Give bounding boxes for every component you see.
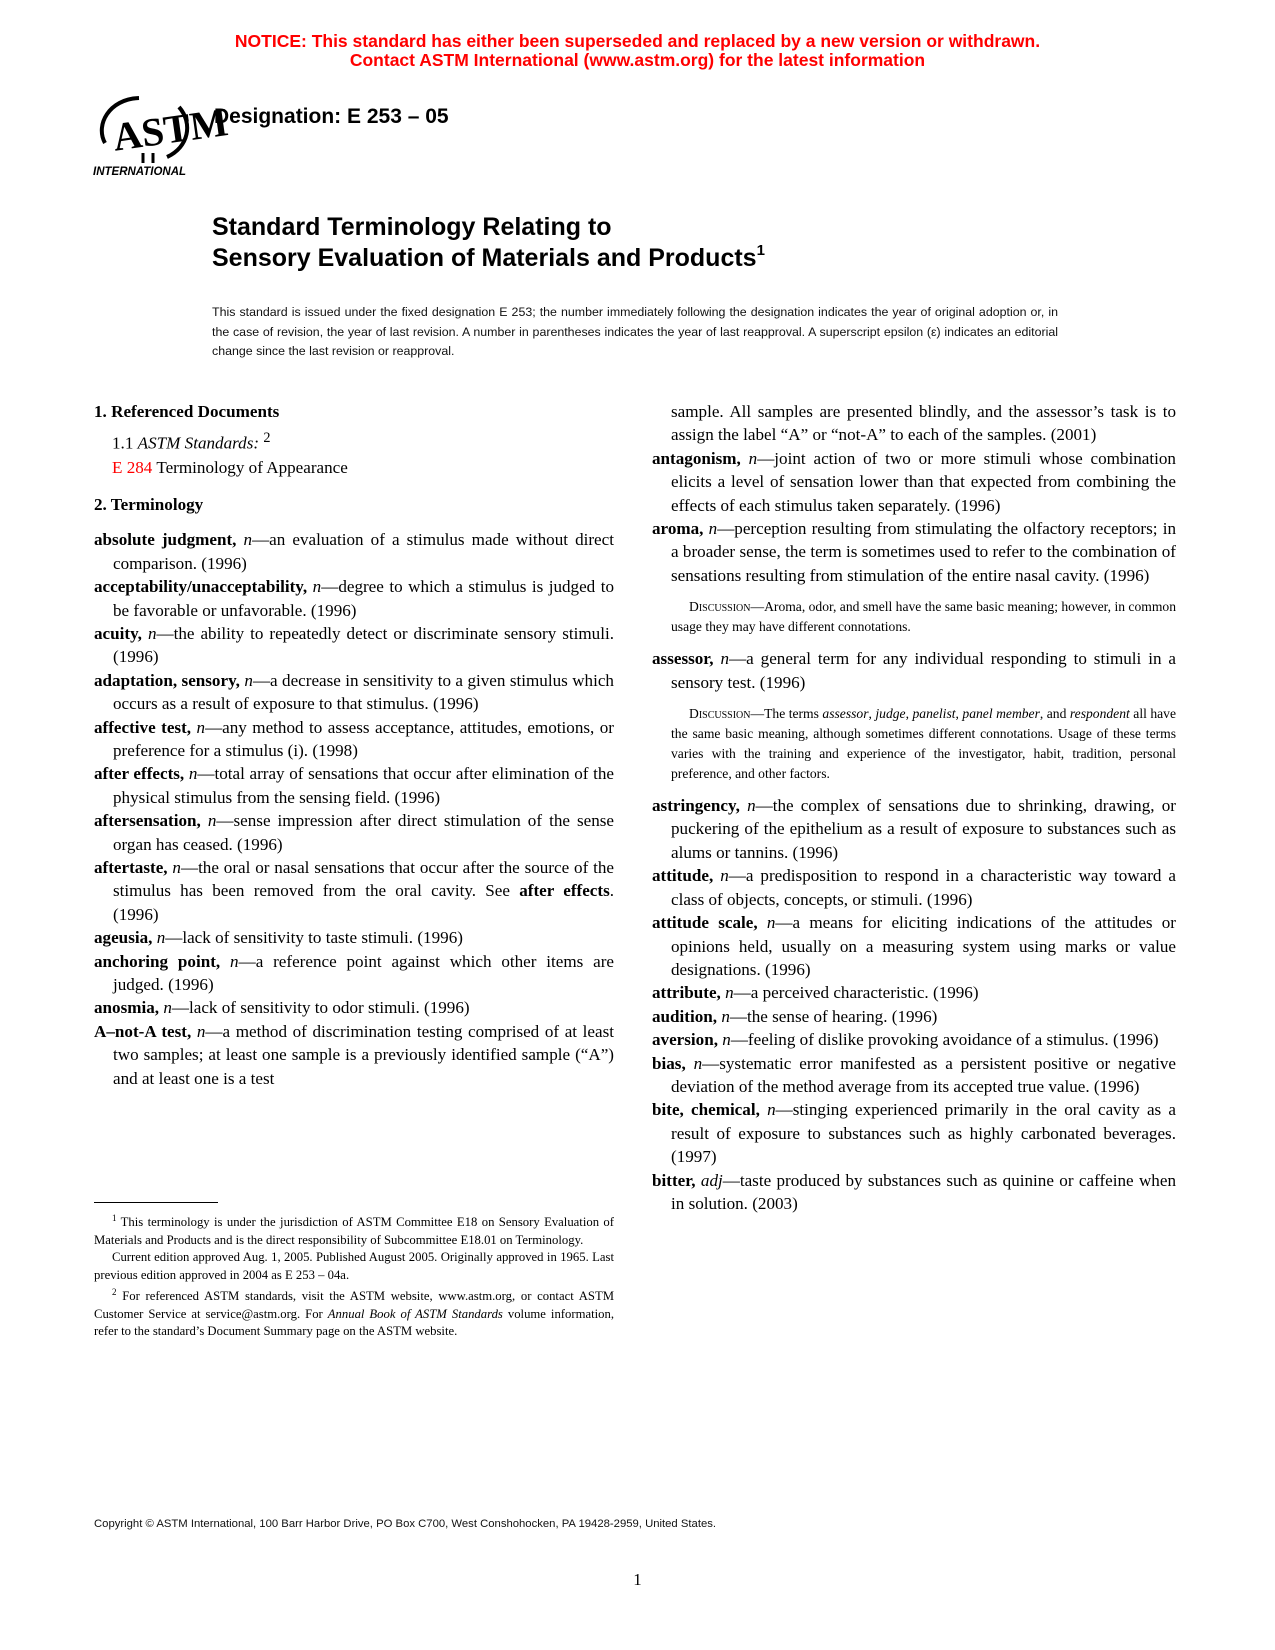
footnote-1: $^1$ This terminology is under the jurisdiction of ASTM Committee E18 on Sensory Evaluation of Materials and Products and is the direct responsibility of Subcommittee E18.01 on Terminology. <box>94 1213 614 1247</box>
term-entry: A–not-A test, n—a method of discrimination testing comprised of at least two samples; at least one sample is a previously identified sample (“A”) and at least one is a test <box>94 1021 614 1088</box>
footnotes <box>94 1210 614 1341</box>
term-entry: absolute judgment, n—an evaluation of a stimulus made without direct comparison. (1996) <box>94 530 614 573</box>
term-entry: acuity, n—the ability to repeatedly detect or discriminate sensory stimuli. (1996) <box>94 623 614 667</box>
logo-international-text: INTERNATIONAL <box>93 166 187 178</box>
term-entry: astringency, n—the complex of sensations due to shrinking, drawing, or puckering of the epithelium as a result of exposure to substances such as alums or tannins. (1996) <box>652 796 1176 862</box>
term-list-1 <box>94 528 614 856</box>
left-column <box>94 400 614 1090</box>
term-entry: after effects, n—total array of sensations that occur after elimination of the physical stimulus from the sensing field. (1996) <box>94 764 615 807</box>
term-entry: anosmia, n—lack of sensitivity to odor stimuli. (1996) <box>94 998 470 1018</box>
term-entry: bias, n—systematic error manifested as a persistent positive or negative deviation of the method average from its accepted true value. (1996) <box>652 1053 1176 1096</box>
title-line-2: Sensory Evaluation of Materials and Products$^1$ <box>212 242 765 272</box>
term-entry: attitude, n—a predisposition to respond in a characteristic way toward a class of objects, concepts, or stimuli. (1996) <box>652 866 1177 909</box>
section-1-heading: 1. Referenced Documents <box>94 402 280 421</box>
discussion-assessor: Discussion—The terms assessor, judge, panelist, panel member, and respondent all have the same basic meaning, although sometimes different connotations. Usage of these terms varies with the training and experience of the investigator, habit, tradition, personal preference, and other factors. <box>671 706 1177 782</box>
term-entry: antagonism, n—joint action of two or more stimuli whose combination elicits a level of sensation lower than that expected from combining the effects of each stimulus taken separately. (1996) <box>652 448 1176 515</box>
term-entry: aftertaste, n—the oral or nasal sensations that occur after the source of the stimulus has been removed from the oral cavity. See after effects. (1996) <box>94 858 615 924</box>
term-entry: audition, n—the sense of hearing. (1996) <box>652 1006 938 1026</box>
term-entry: attribute, n—a perceived characteristic. (1996) <box>652 983 979 1003</box>
notice-banner <box>0 32 1275 70</box>
term-entry: anchoring point, n—a reference point against which other items are judged. (1996) <box>94 951 615 995</box>
notice-line-1: NOTICE: This standard has either been superseded and replaced by a new version or withdrawn. <box>234 31 1041 51</box>
term-entry: ageusia, n—lack of sensitivity to taste stimuli. (1996) <box>94 928 463 948</box>
term-entry: aroma, n—perception resulting from stimulating the olfactory receptors; in a broader sense, the term is sometimes used to refer to the combination of sensations resulting from stimulation of the entire nasal cavity. (1996) <box>652 519 1176 585</box>
reference-e284: E 284 Terminology of Appearance <box>112 457 348 477</box>
footnote-divider <box>94 1202 218 1203</box>
term-entry: bite, chemical, n—stinging experienced primarily in the oral cavity as a result of exposure to substances such as highly carbonated beverages. (1997) <box>652 1100 1177 1167</box>
designation: Designation: E 253 – 05 <box>214 105 449 128</box>
section-1-1: 1.1 ASTM Standards: $^2$ <box>112 430 271 454</box>
term-list-2 <box>94 926 614 1090</box>
document-title <box>212 212 765 274</box>
term-entry: adaptation, sensory, n—a decrease in sensitivity to a given stimulus which occurs as a result of exposure to that stimulus. (1996) <box>94 670 614 714</box>
page-number: 1 <box>633 1570 642 1589</box>
term-entry: aversion, n—feeling of dislike provoking avoidance of a stimulus. (1996) <box>652 1030 1159 1050</box>
footnote-1-edition: Current edition approved Aug. 1, 2005. Published August 2005. Originally approved in 1965. Last previous edition approved in 2004 as E 253 – 04a. <box>94 1250 614 1282</box>
reference-link-e284[interactable]: E 284 <box>112 457 153 477</box>
term-list-3 <box>652 447 1176 587</box>
astm-monogram: ASTM <box>109 99 231 160</box>
title-line-1: Standard Terminology Relating to <box>212 213 612 241</box>
section-2-heading: 2. Terminology <box>94 494 204 514</box>
astm-logo-icon <box>93 95 231 178</box>
term-entry: attitude scale, n—a means for eliciting indications of the attitudes or opinions held, usually on a measuring system using marks or value designations. (1996) <box>652 913 1176 979</box>
term-entry: bitter, adj—taste produced by substances such as quinine or caffeine when in solution. (2003) <box>652 1170 1176 1213</box>
a-not-a-continuation: sample. All samples are presented blindly, and the assessor’s task is to assign the label “A” or “not-A” to each of the samples. (2001) <box>671 402 1176 445</box>
notice-line-2: Contact ASTM International (www.astm.org) for the latest information <box>349 50 926 70</box>
right-column <box>652 400 1176 1215</box>
discussion-aroma: Discussion—Aroma, odor, and smell have the same basic meaning; however, in common usage they may have different connotations. <box>671 599 1176 635</box>
term-entry: acceptability/unacceptability, n—degree to which a stimulus is judged to be favorable or unfavorable. (1996) <box>94 577 614 620</box>
term-entry: aftersensation, n—sense impression after direct stimulation of the sense organ has ceased. (1996) <box>94 811 614 854</box>
term-entry: assessor, n—a general term for any individual responding to stimuli in a sensory test. (1996) <box>652 649 1176 692</box>
copyright: Copyright © ASTM International, 100 Barr Harbor Drive, PO Box C700, West Conshohocken, PA 19428-2959, United States. <box>94 1518 717 1530</box>
title-footnote-mark: 1 <box>756 242 765 259</box>
astm-logo <box>93 95 231 178</box>
intro-paragraph: This standard is issued under the fixed designation E 253; the number immediately following the designation indicates the year of original adoption or, in the case of revision, the year of last revision. A number in parentheses indicates the year of last reapproval. A superscript epsilon (ε) indicates an editorial change since the last revision or reapproval. <box>212 305 1058 358</box>
term-entry: affective test, n—any method to assess acceptance, attitudes, emotions, or preference for a stimulus (i). (1998) <box>94 717 614 760</box>
term-list-4 <box>652 794 1176 1215</box>
footnote-2: $^2$ For referenced ASTM standards, visit the ASTM website, www.astm.org, or contact ASTM Customer Service at service@astm.org. For Annual Book of ASTM Standards volume information, refer to the standard’s Document Summary page on the ASTM website. <box>94 1287 614 1339</box>
